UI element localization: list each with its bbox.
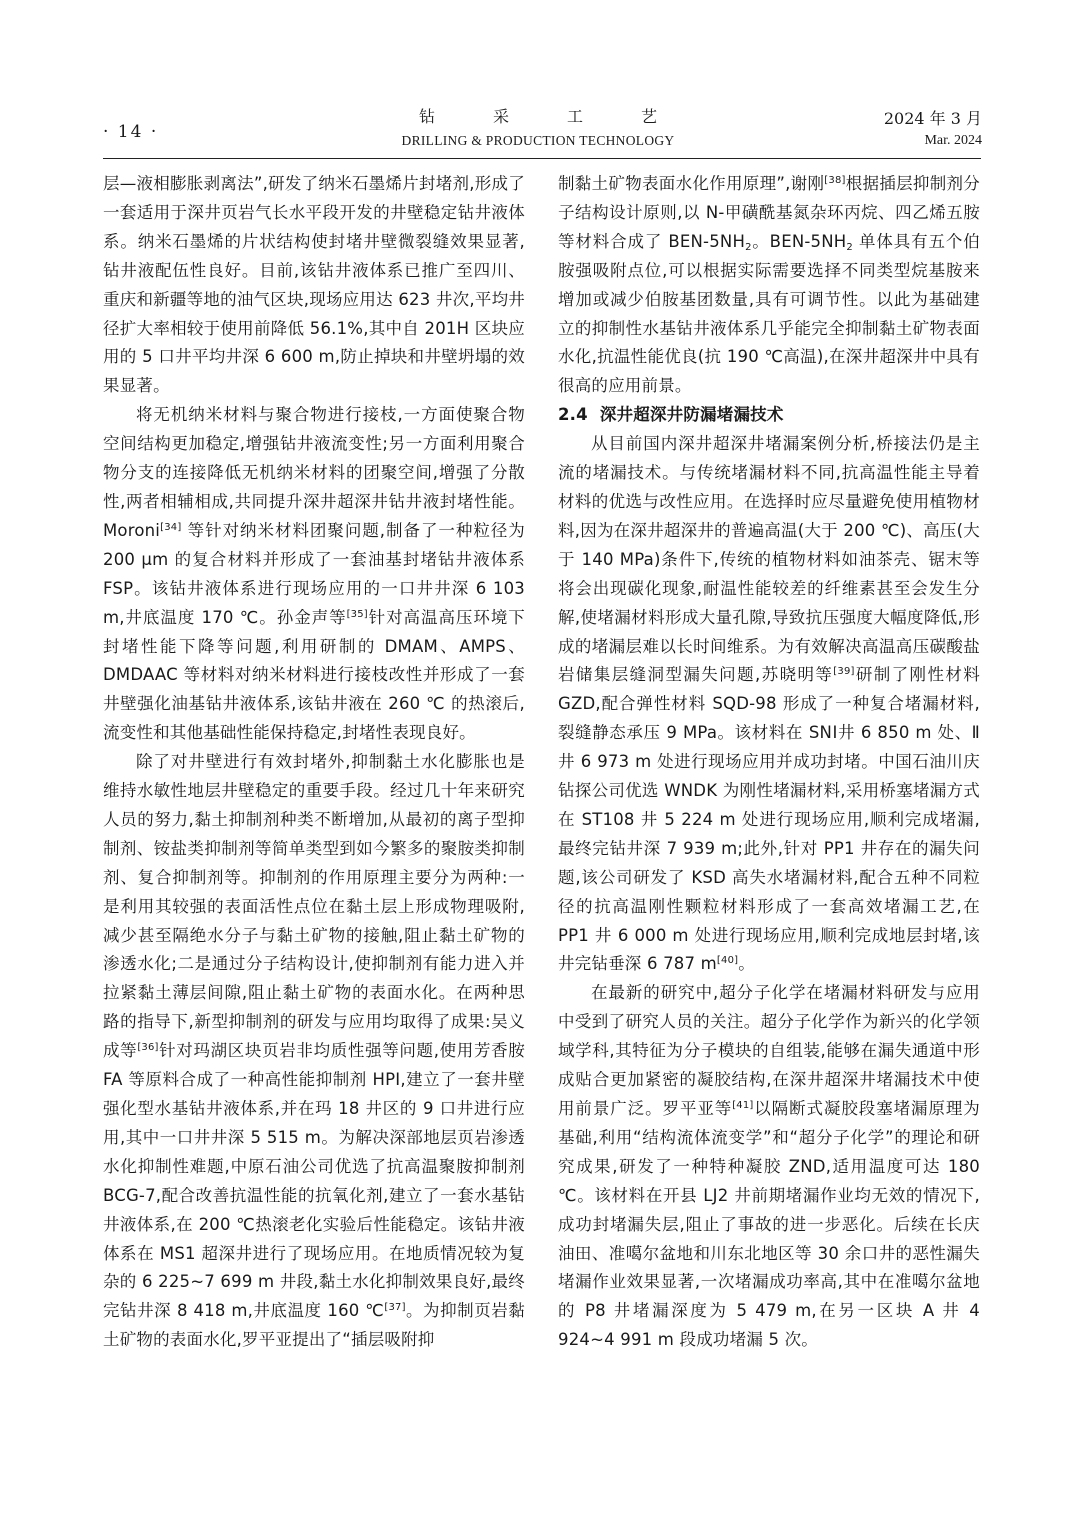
section-heading [558,401,980,430]
issue-date-en: Mar. 2024 [924,133,982,148]
paragraph-text: 针对玛湖区块页岩非均质性强等问题,使用芳香胺 FA 等原料合成了一种高性能抑制剂 HPI,建立了一套井壁强化型水基钻井液体系,并在玛 18 井区的 9 口井进行应用,其中一口井井深 5 515 m。为解决深部地层页岩渗透水化抑制性难题,中原石油公司优选了抗高温聚胺抑制剂 BCG-7,配合改善抗温性能的抗氧化剂,建立了一套水基钻井液体系,在 200 ℃热滚老化实验后性能稳定。该钻井液体系在 MS1 超深井进行了现场应用。在地质情况较为复杂的 6 225~7 699 m 井段,黏土水化抑制效果良好,最终完钻井深 8 418 m,井底温度 160 ℃ [103,1041,525,1321]
paragraph-text: 在最新的研究中,超分子化学在堵漏材料研发与应用中受到了研究人员的关注。超分子化学作为新兴的化学领域学科,其特征为分子模块的自组装,能够在漏失通道中形成贴合更加紧密的凝胶结构,在深井超深井堵漏技术中使用前景广泛。罗平亚等 [558,983,980,1118]
section-number: 2.4 [558,405,588,425]
citation: [39] [833,666,855,678]
citation: [36] [137,1042,159,1054]
journal-title-en: DRILLING & PRODUCTION TECHNOLOGY [401,133,675,148]
subscript: 2 [846,241,853,253]
citation: [37] [384,1302,406,1314]
paragraph-text: 根据插层抑制剂分子结构设计原则,以 N-甲磺酰基氮杂环丙烷、四乙烯五胺等材料合成了 BEN-5NH [558,174,980,251]
citation: [38] [824,175,846,186]
citation: [41] [732,1100,754,1111]
paragraph-text: 。 [738,954,755,974]
paragraph [558,430,980,979]
paragraph-text: 以隔断式凝胶段塞堵漏原理为基础,利用“结构流体流变学”和“超分子化学”的理论和研究成果,研发了一种特种凝胶 ZND,适用温度可达 180 ℃。该材料在开县 LJ2 井前期堵漏作业均无效的情况下,成功封堵漏失层,阻止了事故的进一步恶化。后续在长庆油田、准噶尔盆地和川东北地区等 30 余口井的恶性漏失堵漏作业效果显著,一次堵漏成功率高,其中在准噶尔盆地的 P8 井堵漏深度为 5 479 m,在另一区块 A 井 4 924~4 991 m 段成功堵漏 5 次。 [558,1099,980,1350]
page-number: · 14 · [103,122,159,142]
paragraph-text: 除了对井壁进行有效封堵外,抑制黏土水化膨胀也是维持水敏性地层井壁稳定的重要手段。经过几十年来研究人员的努力,黏土抑制剂种类不断增加,从最初的离子型抑制剂、铵盐类抑制剂等简单类型到如今繁多的聚胺类抑制剂、复合抑制剂等。抑制剂的作用原理主要分为两种:一是利用其较强的表面活性点位在黏土层上形成物理吸附,减少甚至隔绝水分子与黏土矿物的接触,阻止黏土矿物的渗透水化;二是通过分子结构设计,使抑制剂有能力进入并拉紧黏土薄层间隙,阻止黏土矿物的表面水化。在两种思路的指导下,新型抑制剂的研发与应用均取得了成果:吴义成等 [103,752,525,1061]
left-column [103,170,525,1355]
paragraph [103,748,525,1355]
section-title: 深井超深井防漏堵漏技术 [599,405,784,425]
paragraph [103,170,525,401]
paragraph-text: 。为抑制页岩黏土矿物的表面水化,罗平亚提出了“插层吸附抑 [103,1301,525,1350]
paragraph-text: 将无机纳米材料与聚合物进行接枝,一方面使聚合物空间结构更加稳定,增强钻井液流变性;另一方面利用聚合物分支的连接降低无机纳米材料的团聚空间,增强了分散性,两者相辅相成,共同提升深井超深井钻井液封堵性能。Moroni [103,405,525,540]
citation: [35] [346,608,368,620]
paragraph-text: 层—液相膨胀剥离法”,研发了纳米石墨烯片封堵剂,形成了一套适用于深井页岩气长水平段开发的井壁稳定钻井液体系。纳米石墨烯的片状结构使封堵井壁微裂缝效果显著,钻井液配伍性良好。目前,该钻井液体系已推广至四川、重庆和新疆等地的油气区块,现场应用达 623 井次,平均井径扩大率相较于使用前降低 56.1%,其中自 201H 区块应用的 5 口井平均井深 6 600 m,防止掉块和井壁坍塌的效果显著。 [103,174,525,396]
journal-title-cn: 钻采工艺 [418,107,715,126]
paragraph-text: 等针对纳米材料团聚问题,制备了一种粒径为 200 μm 的复合材料并形成了一套油基封堵钻井液体系 FSP。该钻井液体系进行现场应用的一口井井深 6 103 m,井底温度 170 ℃。孙金声等 [103,520,525,627]
right-column [558,170,980,1355]
citation: [40] [716,955,739,967]
paragraph-text: 研制了刚性材料 GZD,配合弹性材料 SQD-98 形成了一种复合堵漏材料,裂缝静态承压 9 MPa。该材料在 SNⅠ井 6 850 m 处、Ⅱ井 6 973 m 处进行现场应用并成功封堵。中国石油川庆钻探公司优选 WNDK 为刚性堵漏材料,采用桥塞堵漏方式在 ST108 井 5 224 m 处进行现场应用,顺利完成堵漏,最终完钻井深 7 939 m;此外,针对 PP1 井存在的漏失问题,该公司研发了 KSD 高失水堵漏材料,配合五种不同粒径的抗高温刚性颗粒材料形成了一套高效堵漏工艺,在 PP1 井 6 000 m 处进行现场应用,顺利完成地层封堵,该井完钻垂深 6 787 m [558,665,980,974]
citation: [34] [160,521,182,533]
issue-date-cn: 2024 年 3 月 [883,109,982,128]
subscript: 2 [745,241,752,253]
paragraph-text: 针对高温高压环境下封堵性能下降等问题,利用研制的 DMAM、AMPS、DMDAAC 等材料对纳米材料进行接枝改性并形成了一套井壁强化油基钻井液体系,该钻井液在 260 ℃ 的热滚后,流变性和其他基础性能保持稳定,封堵性表现良好。 [103,607,525,743]
paragraph [558,979,980,1355]
page-header [0,0,1080,160]
paragraph-text: 制黏土矿物表面水化作用原理”,谢刚 [558,174,825,193]
paragraph-text: 单体具有五个伯胺强吸附点位,可以根据实际需要选择不同类型烷基胺来增加或减少伯胺基团数量,具有可调节性。以此为基础建立的抑制性水基钻井液体系几乎能完全抑制黏土矿物表面水化,抗温性能优良(抗 190 ℃高温),在深井超深井中具有很高的应用前景。 [558,231,980,396]
paragraph [558,170,980,401]
header-rule [103,158,981,159]
paragraph-text: 。BEN-5NH [751,231,847,251]
paragraph-text: 从目前国内深井超深井堵漏案例分析,桥接法仍是主流的堵漏技术。与传统堵漏材料不同,抗高温性能主导着材料的优选与改性应用。在选择时应尽量避免使用植物材料,因为在深井超深井的普遍高温(大于 200 ℃)、高压(大于 140 MPa)条件下,传统的植物材料如油茶壳、锯末等将会出现碳化现象,耐温性能较差的纤维素甚至会发生分解,使堵漏材料形成大量孔隙,导致抗压强度大幅度降低,形成的堵漏层难以长时间维系。为有效解决高温高压碳酸盐岩储集层缝洞型漏失问题,苏晓明等 [558,434,980,685]
paragraph [103,401,525,748]
